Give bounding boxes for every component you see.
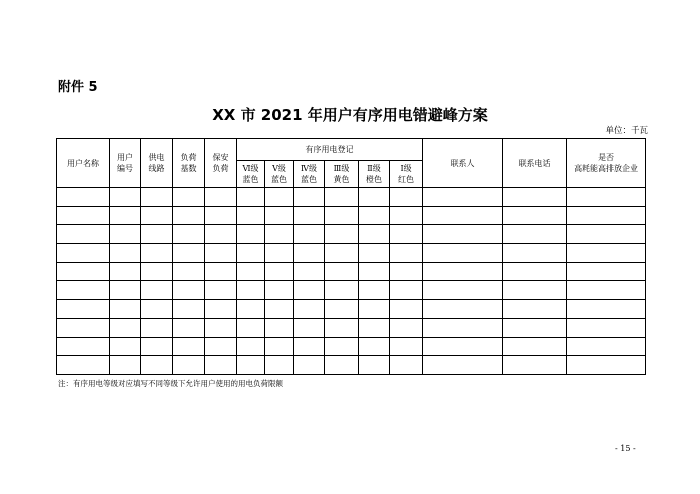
table-cell: [141, 206, 173, 225]
table-cell: [294, 244, 325, 263]
table-cell: [110, 244, 141, 263]
table-cell: [294, 356, 325, 375]
page-number: - 15 -: [615, 444, 636, 453]
table-cell: [390, 225, 423, 244]
table-cell: [359, 281, 390, 300]
table-cell: [567, 281, 646, 300]
table-row: [57, 356, 646, 375]
table-cell: [423, 206, 503, 225]
table-cell: [390, 318, 423, 337]
header-level-1: Ⅰ级 红色: [390, 161, 423, 188]
table-cell: [205, 337, 237, 356]
table-cell: [294, 188, 325, 207]
table-cell: [567, 206, 646, 225]
table-cell: [503, 281, 567, 300]
table-row: [57, 244, 646, 263]
table-cell: [423, 337, 503, 356]
table-cell: [173, 206, 205, 225]
table-cell: [237, 281, 265, 300]
header-user-name: 用户名称: [57, 139, 110, 188]
table-cell: [141, 356, 173, 375]
table-cell: [325, 188, 359, 207]
table-cell: [265, 244, 294, 263]
table-cell: [265, 318, 294, 337]
table-cell: [173, 188, 205, 207]
table-cell: [359, 300, 390, 319]
table-cell: [325, 318, 359, 337]
table-cell: [57, 318, 110, 337]
header-level-6: Ⅵ级 蓝色: [237, 161, 265, 188]
table-cell: [567, 337, 646, 356]
table-cell: [205, 356, 237, 375]
table-cell: [173, 262, 205, 281]
attachment-label: 附件 5: [58, 80, 98, 95]
header-level-3: Ⅲ级 黄色: [325, 161, 359, 188]
table-cell: [503, 300, 567, 319]
table-cell: [141, 225, 173, 244]
table-cell: [567, 262, 646, 281]
table-cell: [205, 318, 237, 337]
table-cell: [110, 188, 141, 207]
table-cell: [265, 206, 294, 225]
table-cell: [567, 356, 646, 375]
table-cell: [325, 356, 359, 375]
header-contact: 联系人: [423, 139, 503, 188]
table-cell: [110, 206, 141, 225]
table-row: [57, 281, 646, 300]
table-cell: [173, 281, 205, 300]
header-orderly-registration: 有序用电登记: [237, 139, 423, 161]
table-cell: [390, 244, 423, 263]
table-cell: [237, 188, 265, 207]
header-high-energy: 是否 高耗能高排放企业: [567, 139, 646, 188]
table-cell: [390, 281, 423, 300]
table-cell: [141, 188, 173, 207]
table-cell: [503, 225, 567, 244]
table-cell: [237, 318, 265, 337]
table-cell: [173, 225, 205, 244]
table-cell: [325, 225, 359, 244]
table-cell: [325, 337, 359, 356]
header-phone: 联系电话: [503, 139, 567, 188]
table-cell: [325, 206, 359, 225]
table-cell: [265, 225, 294, 244]
table-cell: [173, 244, 205, 263]
table-cell: [325, 262, 359, 281]
table-cell: [294, 206, 325, 225]
table-cell: [294, 281, 325, 300]
table-cell: [390, 262, 423, 281]
table-cell: [265, 281, 294, 300]
table-cell: [359, 206, 390, 225]
table-cell: [237, 300, 265, 319]
footnote: 注：有序用电等级对应填写不同等级下允许用户使用的用电负荷限额: [58, 379, 283, 388]
table-cell: [294, 337, 325, 356]
table-cell: [390, 188, 423, 207]
table-cell: [57, 337, 110, 356]
table-cell: [503, 318, 567, 337]
header-supply-line: 供电 线路: [141, 139, 173, 188]
table-cell: [567, 244, 646, 263]
table-cell: [141, 337, 173, 356]
table-cell: [567, 300, 646, 319]
table-cell: [503, 356, 567, 375]
table-row: [57, 225, 646, 244]
table-cell: [390, 356, 423, 375]
table-cell: [205, 188, 237, 207]
table-cell: [567, 188, 646, 207]
table-cell: [265, 300, 294, 319]
table-row: [57, 188, 646, 207]
table-cell: [423, 225, 503, 244]
table-cell: [205, 225, 237, 244]
table-row: [57, 300, 646, 319]
table-cell: [57, 262, 110, 281]
table-cell: [423, 318, 503, 337]
table-cell: [423, 281, 503, 300]
table-row: [57, 262, 646, 281]
table-cell: [57, 356, 110, 375]
table-cell: [503, 206, 567, 225]
table-cell: [173, 356, 205, 375]
table-cell: [390, 337, 423, 356]
document-title: XX 市 2021 年用户有序用电错避峰方案: [212, 106, 488, 124]
table-cell: [390, 206, 423, 225]
table-cell: [265, 262, 294, 281]
header-load-base: 负荷 基数: [173, 139, 205, 188]
table-cell: [57, 281, 110, 300]
table-cell: [141, 281, 173, 300]
table-cell: [57, 225, 110, 244]
table-cell: [173, 300, 205, 319]
table-cell: [110, 300, 141, 319]
table-cell: [237, 337, 265, 356]
table-cell: [359, 318, 390, 337]
unit-label: 单位：千瓦: [605, 126, 648, 136]
table-cell: [205, 281, 237, 300]
table-cell: [141, 244, 173, 263]
table-row: [57, 318, 646, 337]
table-cell: [325, 244, 359, 263]
table-cell: [567, 318, 646, 337]
table-cell: [237, 225, 265, 244]
header-security-load: 保安 负荷: [205, 139, 237, 188]
table-cell: [325, 300, 359, 319]
table-cell: [141, 318, 173, 337]
table-cell: [359, 356, 390, 375]
table-cell: [141, 262, 173, 281]
table-cell: [503, 244, 567, 263]
table-cell: [423, 262, 503, 281]
table-cell: [359, 337, 390, 356]
table-cell: [173, 318, 205, 337]
table-cell: [57, 206, 110, 225]
table-cell: [567, 225, 646, 244]
header-level-2: Ⅱ级 橙色: [359, 161, 390, 188]
table-cell: [503, 337, 567, 356]
table-cell: [57, 244, 110, 263]
table-cell: [173, 337, 205, 356]
table-cell: [359, 188, 390, 207]
table-cell: [423, 300, 503, 319]
table-cell: [110, 318, 141, 337]
table-cell: [237, 206, 265, 225]
table-cell: [390, 300, 423, 319]
table-cell: [237, 356, 265, 375]
header-level-4: Ⅳ级 蓝色: [294, 161, 325, 188]
table-cell: [503, 262, 567, 281]
header-user-number: 用户 编号: [110, 139, 141, 188]
table-cell: [359, 244, 390, 263]
table-cell: [503, 188, 567, 207]
table-cell: [423, 244, 503, 263]
table-cell: [294, 225, 325, 244]
table-cell: [359, 262, 390, 281]
table-cell: [294, 318, 325, 337]
table-cell: [205, 262, 237, 281]
table-cell: [110, 225, 141, 244]
table-cell: [265, 188, 294, 207]
table-cell: [57, 300, 110, 319]
table-cell: [423, 188, 503, 207]
header-level-5: Ⅴ级 蓝色: [265, 161, 294, 188]
table-cell: [237, 244, 265, 263]
peak-shifting-table: [56, 138, 646, 375]
table-row: [57, 206, 646, 225]
table-cell: [57, 188, 110, 207]
table-cell: [294, 300, 325, 319]
table-cell: [265, 356, 294, 375]
table-cell: [325, 281, 359, 300]
table-cell: [205, 244, 237, 263]
table-cell: [423, 356, 503, 375]
table-cell: [359, 225, 390, 244]
table-cell: [237, 262, 265, 281]
table-cell: [110, 356, 141, 375]
table-cell: [294, 262, 325, 281]
table-cell: [205, 206, 237, 225]
table-cell: [265, 337, 294, 356]
table-body: [57, 188, 646, 375]
table-cell: [110, 281, 141, 300]
table-row: [57, 337, 646, 356]
table-cell: [141, 300, 173, 319]
table-cell: [110, 262, 141, 281]
table-cell: [205, 300, 237, 319]
table-cell: [110, 337, 141, 356]
